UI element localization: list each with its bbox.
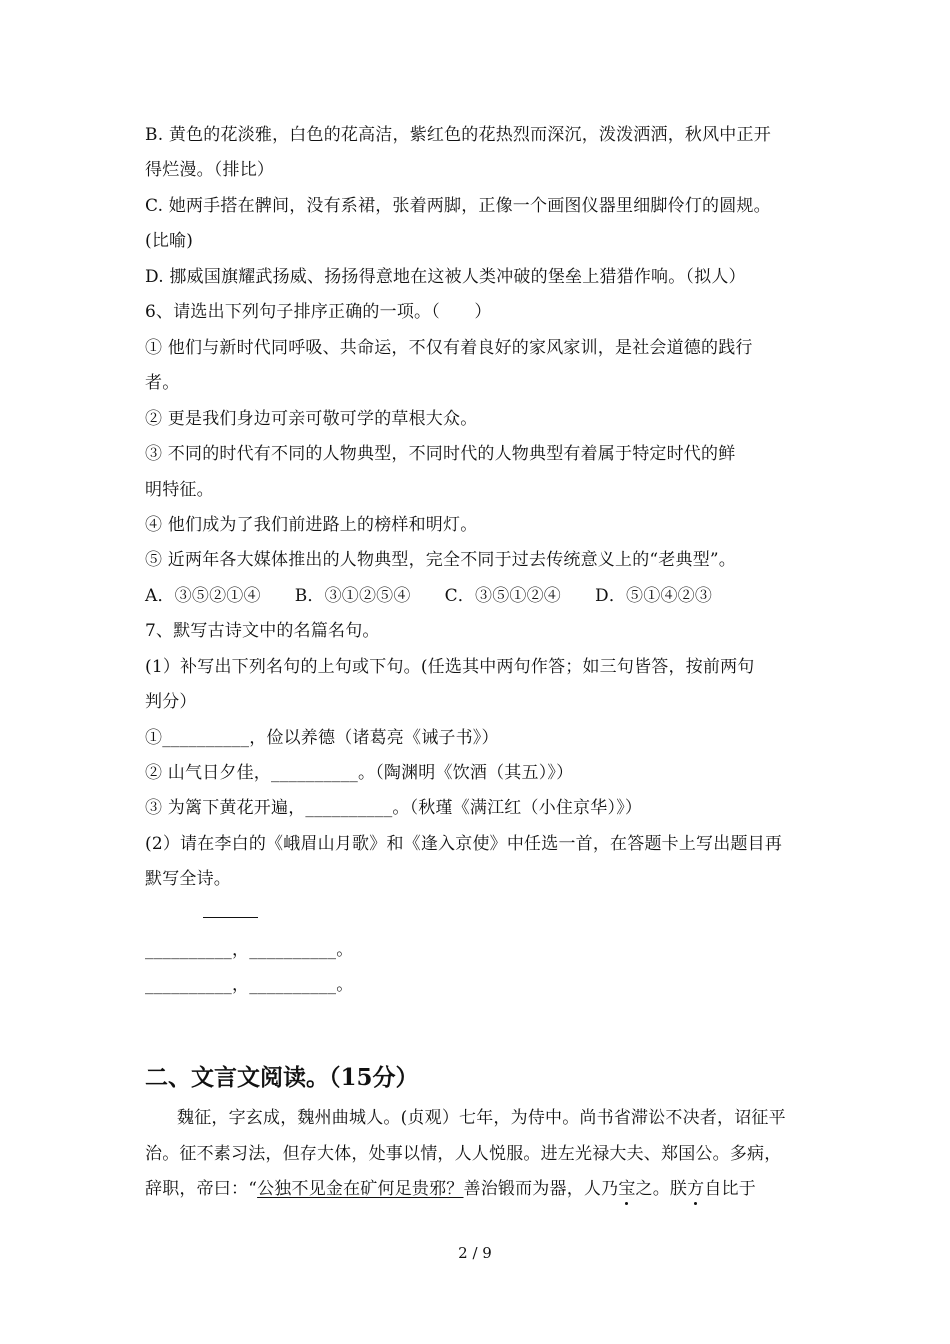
sentence-3-line-2: 明特征。 bbox=[145, 480, 214, 500]
question-6-prompt: 6、请选出下列句子排序正确的一项。（ ） bbox=[145, 302, 492, 322]
title-blank-line bbox=[203, 917, 258, 918]
part-2-line-1: (2）请在李白的《峨眉山月歌》和《逢入京使》中任选一首，在答题卡上写出题目再 bbox=[145, 834, 783, 854]
page-number: 2 / 9 bbox=[458, 1244, 492, 1262]
option-c-line-2: (比喻) bbox=[145, 231, 194, 251]
sentence-3-line-1: ③ 不同的时代有不同的人物典型，不同时代的人物典型有着属于特定时代的鲜 bbox=[145, 444, 736, 464]
option-b-line-2: 得烂漫。（排比） bbox=[145, 160, 275, 180]
poem-blank-line-2: __________，__________。 bbox=[145, 975, 354, 995]
sentence-2: ② 更是我们身边可亲可敬可学的草根大众。 bbox=[145, 409, 478, 429]
passage-line-3 bbox=[145, 1177, 756, 1201]
dotted-word-bao: 宝 bbox=[618, 1179, 636, 1199]
question-6-choices bbox=[145, 584, 712, 608]
passage-text: 之。朕 bbox=[635, 1179, 688, 1199]
part-1-line-2: 判分） bbox=[145, 692, 197, 712]
question-7-prompt: 7、默写古诗文中的名篇名句。 bbox=[145, 621, 380, 641]
part-2-line-2: 默写全诗。 bbox=[145, 869, 231, 889]
dotted-word-fang: 方 bbox=[687, 1179, 705, 1199]
part-1-line-1: (1）补写出下列名句的上句或下句。(任选其中两句作答；如三句皆答，按前两句 bbox=[145, 657, 755, 677]
fill-blank-3: ③ 为篱下黄花开遍，__________。（秋瑾《满江红（小住京华）》） bbox=[145, 798, 643, 818]
choice-c: C．③⑤①②④ bbox=[444, 586, 562, 606]
sentence-4: ④ 他们成为了我们前进路上的榜样和明灯。 bbox=[145, 515, 478, 535]
fill-blank-1: ①__________，俭以养德（诸葛亮《诫子书》） bbox=[145, 728, 499, 748]
poem-blank-line-1: __________，__________。 bbox=[145, 940, 354, 960]
passage-line-2: 治。征不素习法，但存大体，处事以情，人人悦服。进左光禄大夫、郑国公。多病， bbox=[145, 1144, 782, 1164]
section-2-title: 二、文言文阅读。（15分） bbox=[145, 1064, 419, 1091]
choice-b: B．③①②⑤④ bbox=[294, 586, 411, 606]
option-b-line-1: B. 黄色的花淡雅，白色的花高洁，紫红色的花热烈而深沉，泼泼洒洒，秋风中正开 bbox=[145, 125, 771, 145]
passage-line-1: 魏征，字玄成，魏州曲城人。(贞观）七年，为侍中。尚书省滞讼不决者，诏征平 bbox=[177, 1108, 786, 1128]
choice-d: D．⑤①④②③ bbox=[595, 586, 713, 606]
fill-blank-2: ② 山气日夕佳，__________。（陶渊明《饮酒（其五）》） bbox=[145, 763, 574, 783]
option-c-line-1: C. 她两手搭在髀间，没有系裙，张着两脚，正像一个画图仪器里细脚伶仃的圆规。 bbox=[145, 196, 771, 216]
underlined-sentence: 公独不见金在矿何足贵邪？ bbox=[257, 1179, 464, 1199]
sentence-1-line-1: ① 他们与新时代同呼吸、共命运，不仅有着良好的家风家训，是社会道德的践行 bbox=[145, 338, 753, 358]
sentence-1-line-2: 者。 bbox=[145, 373, 180, 393]
passage-text: 辞职，帝曰：“ bbox=[145, 1179, 258, 1199]
sentence-5: ⑤ 近两年各大媒体推出的人物典型，完全不同于过去传统意义上的“老典型”。 bbox=[145, 550, 736, 570]
option-d-line: D. 挪威国旗耀武扬威、扬扬得意地在这被人类冲破的堡垒上猎猎作响。（拟人） bbox=[145, 267, 746, 287]
choice-a: A．③⑤②①④ bbox=[145, 586, 261, 606]
passage-text: 善治锻而为器，人乃 bbox=[463, 1179, 619, 1199]
passage-text: 自比于 bbox=[704, 1179, 756, 1199]
